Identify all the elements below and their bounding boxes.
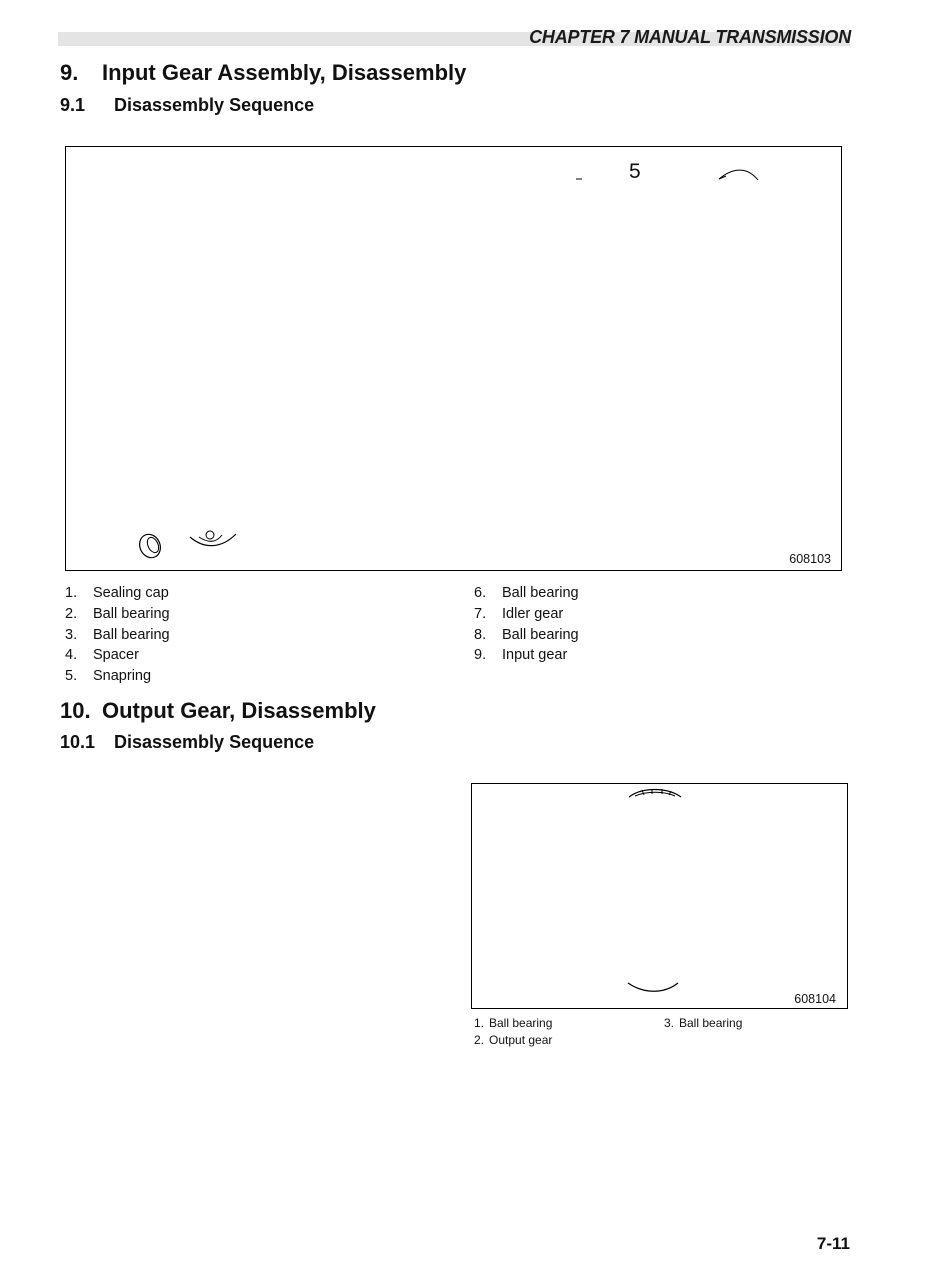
section-10-title: Output Gear, Disassembly xyxy=(102,698,376,723)
section-10-1-title: Disassembly Sequence xyxy=(114,732,315,752)
legend-item xyxy=(474,645,579,666)
legend-label: Ball bearing xyxy=(679,1016,743,1030)
bearing-arc-outer xyxy=(190,534,236,546)
section-9-1-title: Disassembly Sequence xyxy=(114,95,315,115)
legend-number: 4. xyxy=(65,647,78,664)
legend-label: Sealing cap xyxy=(93,585,169,601)
legend-item xyxy=(65,645,170,666)
bearing-ball xyxy=(206,531,214,539)
section-10-1-heading xyxy=(60,732,314,753)
section-9-1-heading xyxy=(60,95,314,116)
legend-label: Ball bearing xyxy=(502,585,579,601)
section-9-heading xyxy=(60,60,466,86)
legend-label: Spacer xyxy=(93,647,139,664)
figure-id-608104: 608104 xyxy=(794,992,836,1006)
legend-item xyxy=(65,583,170,604)
gear-arc-top xyxy=(719,170,758,180)
legend-number: 9. xyxy=(474,647,487,664)
legend-item xyxy=(474,583,579,604)
legend-item xyxy=(65,625,170,646)
section-9-1-number: 9.1 xyxy=(60,95,86,115)
legend-number: 6. xyxy=(474,585,487,601)
legend-section-9-left xyxy=(65,583,170,687)
legend-number: 3. xyxy=(664,1016,675,1030)
legend-number: 3. xyxy=(65,626,78,643)
figure-608103 xyxy=(65,146,842,571)
figure-608104-drawing xyxy=(472,784,849,1010)
legend-section-10-right xyxy=(664,1015,742,1032)
legend-number: 8. xyxy=(474,626,487,643)
legend-label: Ball bearing xyxy=(489,1016,553,1030)
page-number: 7-11 xyxy=(816,1234,850,1253)
legend-number: 1. xyxy=(65,585,78,601)
chapter-title: CHAPTER 7 MANUAL TRANSMISSION xyxy=(529,27,851,47)
legend-item xyxy=(664,1015,742,1032)
legend-item xyxy=(474,1032,552,1049)
bearing-arc-top-outer xyxy=(629,790,681,798)
legend-label: Ball bearing xyxy=(93,626,170,643)
sealing-cap-inner xyxy=(145,536,161,555)
bearing-arc-inner xyxy=(199,535,222,541)
legend-item xyxy=(65,604,170,625)
section-10-heading xyxy=(60,698,376,724)
section-9-title: Input Gear Assembly, Disassembly xyxy=(102,60,467,85)
legend-section-10-left xyxy=(474,1015,552,1048)
legend-label: Ball bearing xyxy=(502,626,579,643)
legend-label: Ball bearing xyxy=(93,605,170,622)
legend-number: 7. xyxy=(474,605,487,622)
section-10-number: 10. xyxy=(60,698,91,723)
section-10-1-number: 10.1 xyxy=(60,732,96,752)
legend-item xyxy=(474,604,579,625)
legend-label: Idler gear xyxy=(502,605,564,622)
legend-item xyxy=(474,1015,552,1032)
legend-number: 5. xyxy=(65,668,78,685)
figure-callout-5: 5 xyxy=(629,160,641,183)
bearing-arc-bottom xyxy=(628,983,678,991)
figure-608103-drawing xyxy=(66,147,843,572)
legend-label: Input gear xyxy=(502,647,568,664)
legend-item xyxy=(474,625,579,646)
legend-number: 1. xyxy=(474,1016,485,1030)
legend-section-9-right xyxy=(474,583,579,666)
legend-number: 2. xyxy=(474,1032,485,1047)
sealing-cap-outline xyxy=(136,531,164,561)
legend-item xyxy=(65,666,170,687)
figure-id-608103: 608103 xyxy=(789,552,831,566)
legend-label: Output gear xyxy=(489,1032,553,1047)
figure-608104 xyxy=(471,783,848,1009)
legend-label: Snapring xyxy=(93,668,152,685)
section-9-number: 9. xyxy=(60,60,79,85)
legend-number: 2. xyxy=(65,605,78,622)
